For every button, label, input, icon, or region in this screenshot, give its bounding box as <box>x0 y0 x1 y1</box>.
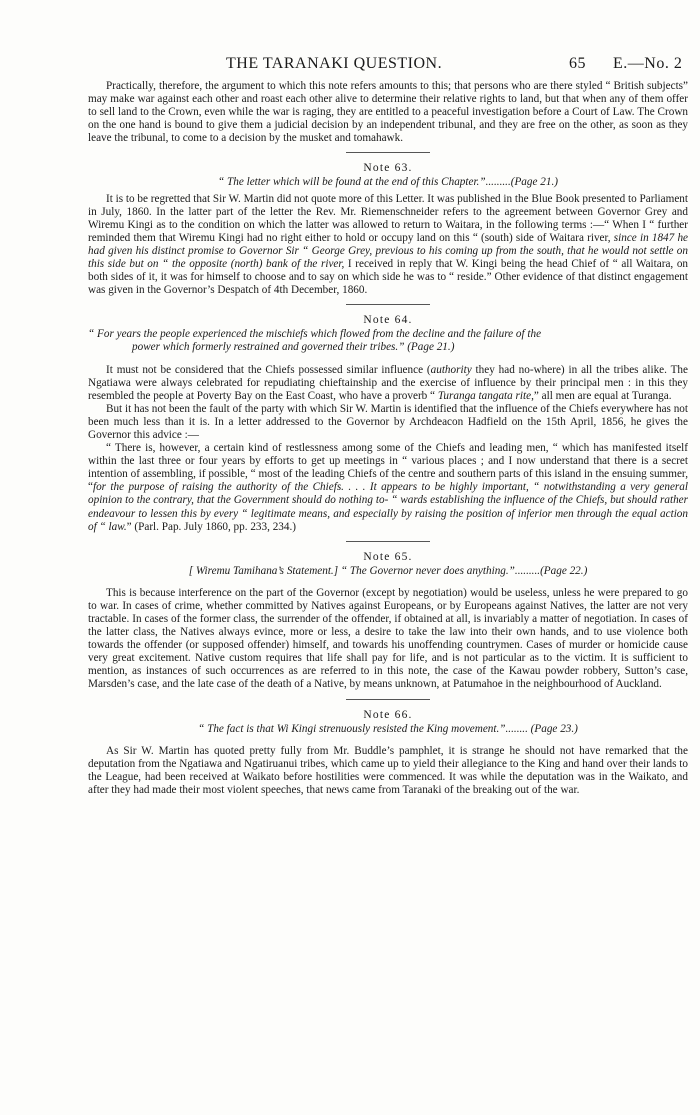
note-65-heading: Note 65. <box>363 550 413 563</box>
note-64-paragraph-3: “ There is, however, a certain kind of restlessness among some of the Chiefs and leading men, “ which has manifested itself within the last three or four years by efforts to get up meetings in “ various places ; and I now understand that there is a secret intention of assembling, if possible, “ most of the leading Chiefs of the centre and southern parts of this island in the ensuing summer, “for the purpose of raising the authority of the Chiefs. . . . It appears to be highly important, “ notwithstanding a very general opinion to the contrary, that the Government should do nothing to- “ wards establishing the influence of the Chiefs, but should rather endeavour to lessen this by every “ legitimate means, and especially by raising the position of inferior men through the equal action of “ law.” (Parl. Pap. July 1860, pp. 233, 234.) <box>88 442 688 533</box>
page-number: 65 <box>569 55 586 72</box>
note-65 <box>88 550 688 692</box>
section-divider <box>346 541 430 542</box>
note-64-quote: “ For years the people experienced the mischiefs which flowed from the decline and the failure of the power which formerly restrained and governed their tribes.” (Page 21.) <box>88 328 542 354</box>
note-63 <box>88 161 688 297</box>
running-title: THE TARANAKI QUESTION. <box>226 55 443 72</box>
page-body <box>88 80 688 797</box>
note-66-body: As Sir W. Martin has quoted pretty fully from Mr. Buddle’s pamphlet, it is strange he should not have remarked that the deputation from the Ngatiawa and Ngatiruanui tribes, which came up to yield their allegiance to the King and hand over their lands to the League, had been received at Waikato before hostilities were commenced. It was while the deputation was in the Waikato, and after they had made their most violent speeches, that news came from Taranaki of the breaking out of the war. <box>88 744 688 796</box>
note-65-body: This is because interference on the part of the Governor (except by negotiation) would be useless, unless he were prepared to go to war. In cases of crime, whether committed by Natives against Europeans, or by Europeans against Natives, the latter are not very tractable. In cases of the former class, the surrender of the offender, if obtained at all, is invariably a matter of negotiation. In cases of the latter class, the Natives always evince, more or less, a desire to take the law into their own hands, and to use violence both towards the offender (or supposed offender) himself, and towards his unoffending countrymen. Cases of murder or homicide cause very great excitement. Native custom requires that life shall pay for life, and is not particular as to the victim. It is sufficient to mention, as instances of such occurrences as are referred to in this note, the case of the Kawau powder robbery, Sutton’s case, Marsden’s case, and the late case of the death of a Native, by means unknown, at Patumahoe in the neighbourhood of Auckland. <box>88 586 688 691</box>
note-65-quote: [ Wiremu Tamihana’s Statement.] “ The Governor never does anything.”.........(Page 22.) <box>188 564 588 577</box>
section-divider <box>346 699 430 700</box>
note-63-body: It is to be regretted that Sir W. Martin did not quote more of this Letter. It was published in the Blue Book presented to Parliament in July, 1860. In the latter part of the letter the Rev. Mr. Riemenschneider refers to the agreement between Governor Grey and Wiremu Kingi as to the condition on which the latter was allowed to return to Waitara, in the following terms :—“ When I “ further reminded them that Wiremu Kingi had no right either to hold or occupy land on this “ (south) side of Waitara river, since in 1847 he had given his distinct promise to Governor Sir “ George Grey, previous to his coming up from the south, that he would not settle on this side but on “ the opposite (north) bank of the river, I received in reply that W. Kingi being the head Chief of “ all Waitara, on both sides of it, it was for himself to choose and to say on which side he was to “ reside.” Other evidence of that distinct engagement was given in the Governor’s Despatch of 4th December, 1860. <box>88 192 689 297</box>
intro-paragraph: Practically, therefore, the argument to which this note refers amounts to this; that persons who are there styled “ British subjects” may make war against each other and roast each other alive to determine their relative rights to land, but that when any of them offer to sell land to the Crown, even while the war is raging, they are entitled to a peaceful investigation before a Court of Law. The Crown on the one hand is bound to give them a judicial decision by an independent tribunal, and they are free on the other, as soon as they leave the tribunal, to come to a decision by the musket and tomahawk. <box>88 80 688 145</box>
note-64 <box>88 313 688 533</box>
note-63-heading: Note 63. <box>363 162 413 175</box>
note-64-paragraph-2: But it has not been the fault of the party with which Sir W. Martin is identified that the influence of the Chiefs everywhere has not been much less than it is. In a letter addressed to the Governor by Archdeacon Hadfield on the 15th April, 1856, he gives the Governor this advice :— <box>88 402 688 441</box>
section-divider <box>346 152 430 153</box>
page-header <box>0 53 700 75</box>
note-66-heading: Note 66. <box>363 708 413 721</box>
note-63-quote: “ The letter which will be found at the end of this Chapter.”.........(Page 21.) <box>218 176 558 189</box>
document-reference: E.—No. 2 <box>613 55 683 72</box>
note-64-heading: Note 64. <box>363 314 413 327</box>
note-64-paragraph-1: It must not be considered that the Chiefs possessed similar influence (authority they had no-where) in all the tribes alike. The Ngatiawa were always celebrated for repudiating chieftainship and the exercise of influence by their principal men : in this they resembled the people at Poverty Bay on the East Coast, who have a proverb “ Turanga tangata rite,” all men are equal at Turanga. <box>88 363 688 402</box>
note-66-quote: “ The fact is that Wi Kingi strenuously resisted the King movement.”........ (Page 23.) <box>198 722 578 735</box>
section-divider <box>346 304 430 305</box>
note-66 <box>88 708 688 797</box>
